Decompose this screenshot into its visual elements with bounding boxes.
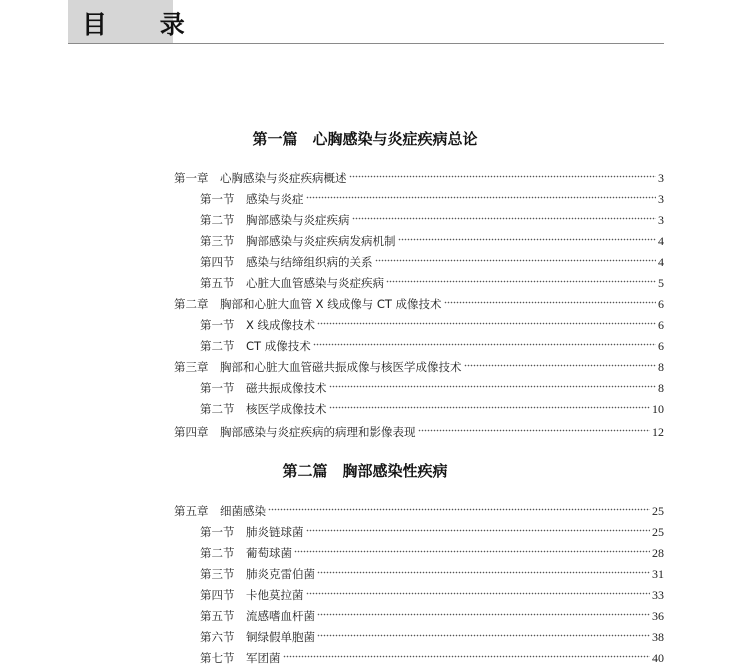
toc-section-entry xyxy=(200,524,664,540)
toc-entry-label: 第五节 流感嗜血杆菌 xyxy=(200,609,315,623)
dot-leader xyxy=(349,175,657,179)
toc-chapter-entry xyxy=(174,296,664,312)
toc-page-number: 4 xyxy=(658,255,664,269)
toc-chapter-entry xyxy=(174,359,664,375)
toc-page-number: 5 xyxy=(658,276,664,290)
toc-chapter-entry xyxy=(174,170,664,186)
toc-section-entry xyxy=(200,608,664,624)
toc-entry-label: 第一节 肺炎链球菌 xyxy=(200,525,304,539)
toc-section-entry xyxy=(200,338,664,354)
dot-leader xyxy=(317,634,650,638)
dot-leader xyxy=(352,217,657,221)
toc-section-entry xyxy=(200,650,664,666)
toc-entry-label: 第一节 X 线成像技术 xyxy=(200,318,316,332)
dot-leader xyxy=(375,259,657,263)
toc-chapter-entry xyxy=(174,503,664,519)
toc-section-entry xyxy=(200,545,664,561)
toc-entry-label: 第三节 肺炎克雷伯菌 xyxy=(200,567,315,581)
toc-entry-label: 第六节 铜绿假单胞菌 xyxy=(200,630,315,644)
toc-page-number: 10 xyxy=(652,402,664,416)
toc-page-number: 28 xyxy=(652,546,664,560)
toc-section-entry xyxy=(200,401,664,417)
toc-entry-label: 第一章 心胸感染与炎症疾病概述 xyxy=(174,171,347,185)
toc-section-entry xyxy=(200,275,664,291)
page-title: 目 录 xyxy=(82,10,207,39)
dot-leader xyxy=(317,613,650,617)
toc-page-number: 25 xyxy=(652,525,664,539)
toc-page-number: 25 xyxy=(652,504,664,518)
toc-chapter-entry xyxy=(174,424,664,440)
dot-leader xyxy=(283,655,651,659)
dot-leader xyxy=(444,301,656,305)
toc-section-entry xyxy=(200,317,664,333)
toc-section-entry xyxy=(200,380,664,396)
toc-section-entry xyxy=(200,629,664,645)
toc-entry-label: 第二章 胸部和心脏大血管 X 线成像与 CT 成像技术 xyxy=(174,297,442,311)
toc-entry-label: 第五节 心脏大血管感染与炎症疾病 xyxy=(200,276,384,290)
toc-entry-label: 第二节 葡萄球菌 xyxy=(200,546,292,560)
part-title: 第一篇 心胸感染与炎症疾病总论 xyxy=(252,130,478,148)
toc-entry-label: 第一节 感染与炎症 xyxy=(200,192,304,206)
toc-page-number: 33 xyxy=(652,588,664,602)
part-title: 第二篇 胸部感染性疾病 xyxy=(282,462,448,480)
toc-page-number: 40 xyxy=(652,651,664,665)
dot-leader xyxy=(329,406,651,410)
toc-entry-label: 第三节 胸部感染与炎症疾病发病机制 xyxy=(200,234,396,248)
dot-leader xyxy=(294,550,650,554)
dot-leader xyxy=(329,385,657,389)
dot-leader xyxy=(306,592,651,596)
toc-page-number: 8 xyxy=(658,360,664,374)
toc-section-entry xyxy=(200,212,664,228)
toc-entry-label: 第二节 胸部感染与炎症疾病 xyxy=(200,213,350,227)
toc-page-number: 36 xyxy=(652,609,664,623)
toc-page-number: 6 xyxy=(658,339,664,353)
toc-section-entry xyxy=(200,191,664,207)
toc-entry-label: 第四节 卡他莫拉菌 xyxy=(200,588,304,602)
dot-leader xyxy=(398,238,657,242)
dot-leader xyxy=(306,196,657,200)
dot-leader xyxy=(418,429,651,433)
toc-page-number: 6 xyxy=(658,297,664,311)
toc-page-number: 38 xyxy=(652,630,664,644)
toc-page-number: 3 xyxy=(658,213,664,227)
toc-section-entry xyxy=(200,233,664,249)
dot-leader xyxy=(317,322,656,326)
toc-section-entry xyxy=(200,254,664,270)
dot-leader xyxy=(268,508,650,512)
toc-page-number: 4 xyxy=(658,234,664,248)
dot-leader xyxy=(464,364,657,368)
toc-entry-label: 第二节 CT 成像技术 xyxy=(200,339,311,353)
dot-leader xyxy=(386,280,656,284)
toc-entry-label: 第七节 军团菌 xyxy=(200,651,281,665)
toc-entry-label: 第二节 核医学成像技术 xyxy=(200,402,327,416)
dot-leader xyxy=(306,529,651,533)
toc-page-number: 12 xyxy=(652,425,664,439)
toc-entry-label: 第五章 细菌感染 xyxy=(174,504,266,518)
toc-page-number: 8 xyxy=(658,381,664,395)
toc-page-number: 3 xyxy=(658,171,664,185)
toc-page-number: 3 xyxy=(658,192,664,206)
dot-leader xyxy=(317,571,650,575)
toc-page-number: 31 xyxy=(652,567,664,581)
toc-entry-label: 第四节 感染与结缔组织病的关系 xyxy=(200,255,373,269)
dot-leader xyxy=(313,343,656,347)
toc-entry-label: 第三章 胸部和心脏大血管磁共振成像与核医学成像技术 xyxy=(174,360,462,374)
toc-section-entry xyxy=(200,566,664,582)
toc-page-number: 6 xyxy=(658,318,664,332)
toc-entry-label: 第四章 胸部感染与炎症疾病的病理和影像表现 xyxy=(174,425,416,439)
toc-entry-label: 第一节 磁共振成像技术 xyxy=(200,381,327,395)
toc-section-entry xyxy=(200,587,664,603)
